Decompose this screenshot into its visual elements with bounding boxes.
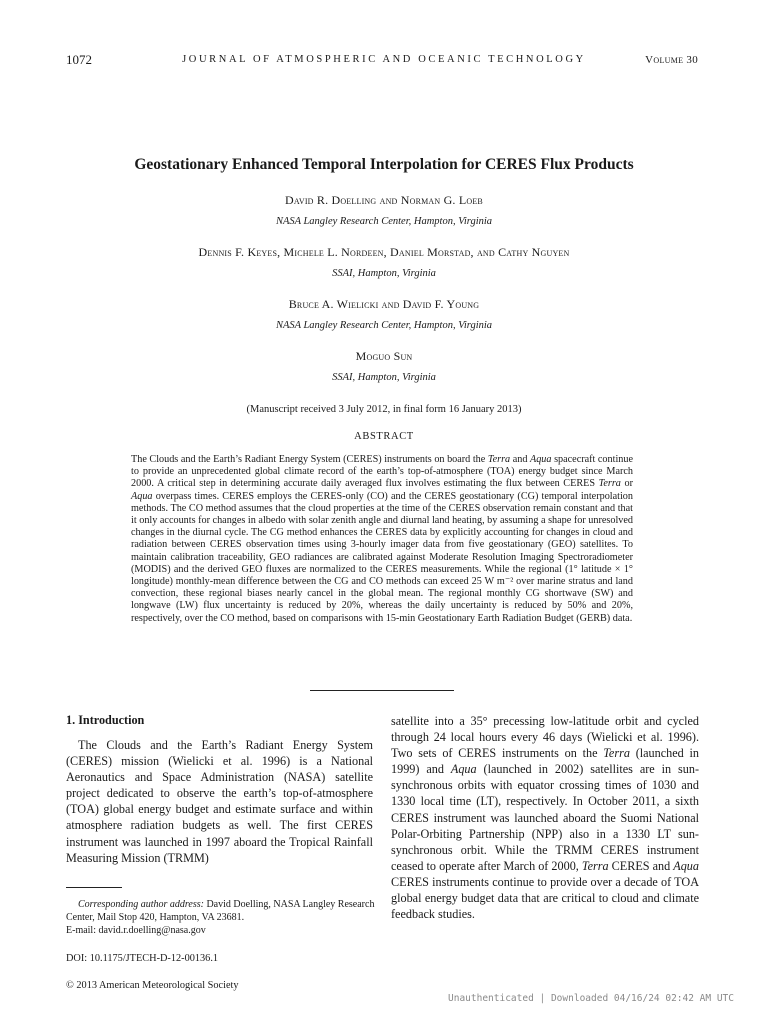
footnote-divider — [66, 887, 122, 888]
author-group-2: Dennis F. Keyes, Michele L. Nordeen, Daniel Morstad, and Cathy Nguyen — [198, 245, 570, 259]
manuscript-dates: (Manuscript received 3 July 2012, in final form 16 January 2013) — [246, 404, 522, 415]
footnote-email: E-mail: david.r.doelling@nasa.gov — [66, 925, 206, 936]
affiliation-2: SSAI, Hampton, Virginia — [332, 268, 436, 279]
affiliation-3: NASA Langley Research Center, Hampton, Virginia — [275, 320, 493, 331]
footnote-label: Corresponding author address: — [78, 899, 204, 910]
copyright-line: © 2013 American Meteorological Society — [66, 980, 239, 991]
corresponding-author-footnote: Corresponding author address: David Doelling, NASA Langley Research Center, Mail Stop 420, Hampton, VA 23681. E-mail: david.r.doelling@nasa.gov — [66, 899, 375, 936]
affiliation-1: NASA Langley Research Center, Hampton, Virginia — [275, 216, 493, 227]
intro-left-paragraph: The Clouds and the Earth’s Radiant Energy System (CERES) mission (Wielicki et al. 1996) is a National Aeronautics and Space Administration (NASA) satellite project dedicated to observe the earth’s top-of-atmosphere (TOA) global energy budget and estimate surface and within atmosphere radiation budgets as well. The first CERES instrument was launched in 1997 aboard the Tropical Rainfall Measuring Mission (TRMM) — [66, 738, 373, 865]
section-heading-introduction: 1. Introduction — [66, 713, 145, 727]
abstract-divider — [310, 690, 454, 691]
paper-title: Geostationary Enhanced Temporal Interpolation for CERES Flux Products — [134, 156, 634, 173]
intro-right-paragraph: satellite into a 35° precessing low-latitude orbit and cycled through 24 local hours every 46 days (Wielicki et al. 1996). Two sets of CERES instruments on the Terra (launched in 1999) and Aqua (launched in 2002) satellites are in sun-synchronous orbits with equator crossing times of 1030 and 1330 local time (LT), respectively. In October 2011, a sixth CERES instrument was launched aboard the Suomi National Polar-Orbiting Partnership (NPP) also in a 1330 LT sun-synchronous orbit. While the TRMM CERES instrument ceased to operate after March of 2000, Terra CERES and Aqua CERES instruments continue to provide over a decade of TOA global energy budget data that are critical to cloud and climate feedback studies. — [391, 714, 700, 922]
abstract-heading: ABSTRACT — [354, 431, 414, 442]
page-number: 1072 — [66, 52, 92, 67]
volume-label: Volume 30 — [645, 54, 698, 66]
doi-line: DOI: 10.1175/JTECH-D-12-00136.1 — [66, 953, 219, 964]
author-group-3: Bruce A. Wielicki and David F. Young — [288, 297, 480, 311]
author-group-4: Moguo Sun — [355, 349, 413, 363]
journal-name: JOURNAL OF ATMOSPHERIC AND OCEANIC TECHNOLOGY — [182, 54, 586, 65]
author-group-1: David R. Doelling and Norman G. Loeb — [285, 193, 483, 207]
affiliation-4: SSAI, Hampton, Virginia — [332, 372, 436, 383]
abstract-text: The Clouds and the Earth’s Radiant Energy System (CERES) instruments on board the Terra and Aqua spacecraft continue to provide an unprecedented global climate record of the earth’s top-of-atmosphere (TOA) energy budget since March 2000. A critical step in determining accurate daily averaged flux involves estimating the flux between CERES Terra or Aqua overpass times. CERES employs the CERES-only (CO) and the CERES geostationary (CG) temporal interpolation methods. The CO method assumes that the cloud properties at the time of the CERES observation remain constant and that it only accounts for changes in albedo with solar zenith angle and diurnal land heating, by assuming a shape for unresolved changes in the diurnal cycle. The CG method enhances the CERES data by explicitly accounting for changes in cloud and radiation between CERES observation times using 3-hourly imager data from five geostationary (GEO) satellites. To maintain calibration traceability, GEO radiances are calibrated against Moderate Resolution Imaging Spectroradiometer (MODIS) and the derived GEO fluxes are normalized to the CERES measurements. While the regional (1° latitude × 1° longitude) monthly-mean difference between the CG and CO methods can exceed 25 W m⁻² over marine stratus and land convection, these regional biases nearly cancel in the global mean. The regional monthly CG shortwave (SW) and longwave (LW) flux uncertainty is reduced by 20%, whereas the daily uncertainty is reduced by 50% and 20%, respectively, over the CO method, based on comparisons with 15-min Geostationary Earth Radiation Budget (GERB) data. — [131, 454, 633, 624]
download-watermark: Unauthenticated | Downloaded 04/16/24 02:42 AM UTC — [448, 993, 734, 1004]
